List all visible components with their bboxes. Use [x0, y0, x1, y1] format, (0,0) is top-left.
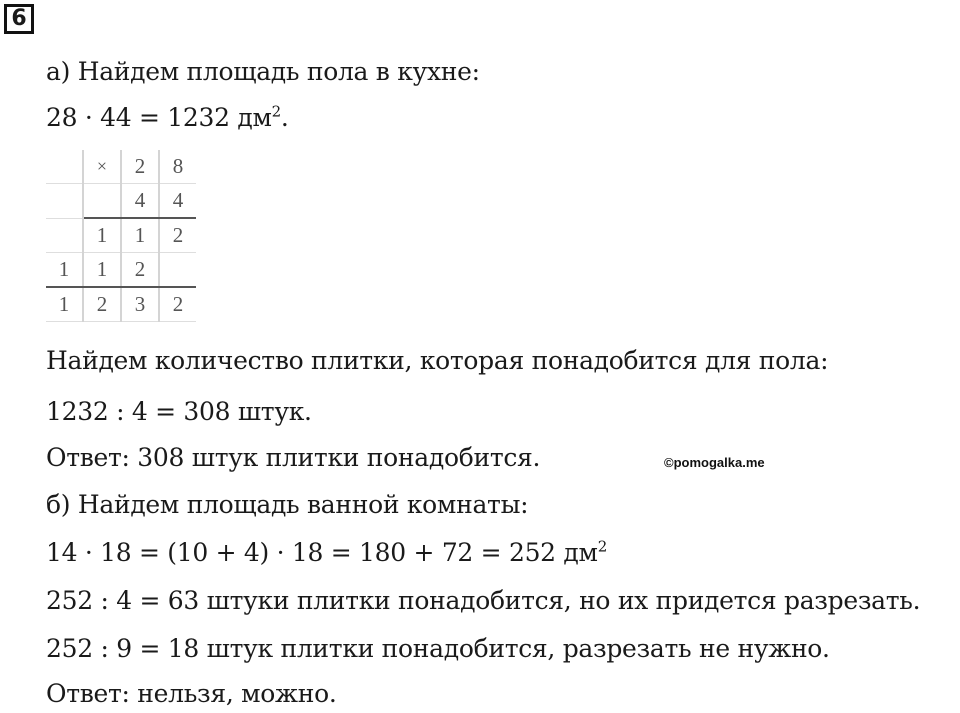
line-answer-b: Ответ: нельзя, можно.: [46, 679, 337, 708]
calc-cell: 2: [159, 218, 196, 253]
calc-row: [46, 150, 196, 184]
calc-cell: [159, 253, 196, 288]
calc-row: [46, 218, 196, 253]
line-part-a-heading: а) Найдем площадь пола в кухне:: [46, 57, 480, 86]
formula-end: .: [280, 103, 289, 132]
calc-row: [46, 287, 196, 322]
line-bathroom-area-formula: [46, 538, 607, 568]
formula-text: 28 · 44 = 1232 дм: [46, 103, 272, 132]
line-tiles-4: 252 : 4 = 63 штуки плитки понадобится, но их придется разрезать.: [46, 586, 921, 615]
line-kitchen-area-formula: [46, 103, 289, 133]
calc-cell: 1: [46, 287, 83, 322]
formula-text: 14 · 18 = (10 + 4) · 18 = 180 + 72 = 252 дм: [46, 538, 598, 567]
calc-cell: [46, 150, 83, 184]
calc-cell: [46, 218, 83, 253]
line-answer-a: Ответ: 308 штук плитки понадобится.: [46, 443, 541, 472]
calc-cell: 1: [121, 218, 159, 253]
calc-row: [46, 253, 196, 288]
exponent: 2: [271, 102, 281, 121]
problem-number-badge: 6: [4, 4, 34, 34]
calc-cell: 4: [159, 184, 196, 219]
calc-cell: 2: [83, 287, 121, 322]
line-tile-count-formula: 1232 : 4 = 308 штук.: [46, 397, 312, 426]
calc-cell: 1: [83, 253, 121, 288]
calc-row: [46, 184, 196, 219]
line-tiles-9: 252 : 9 = 18 штук плитки понадобится, разрезать не нужно.: [46, 634, 830, 663]
exponent: 2: [597, 537, 607, 556]
calc-cell: 2: [121, 253, 159, 288]
watermark: ©pomogalka.me: [664, 455, 765, 470]
multiply-sign: ×: [83, 150, 121, 184]
calc-cell: [46, 184, 83, 219]
calc-cell: 8: [159, 150, 196, 184]
calc-cell: 3: [121, 287, 159, 322]
line-tile-count-heading: Найдем количество плитки, которая понадобится для пола:: [46, 346, 829, 375]
calc-cell: 2: [159, 287, 196, 322]
calc-cell: 1: [83, 218, 121, 253]
column-multiplication: [46, 150, 196, 322]
calc-cell: 1: [46, 253, 83, 288]
line-part-b-heading: б) Найдем площадь ванной комнаты:: [46, 490, 529, 519]
calc-cell: 4: [121, 184, 159, 219]
calc-cell: 2: [121, 150, 159, 184]
calc-cell: [83, 184, 121, 219]
